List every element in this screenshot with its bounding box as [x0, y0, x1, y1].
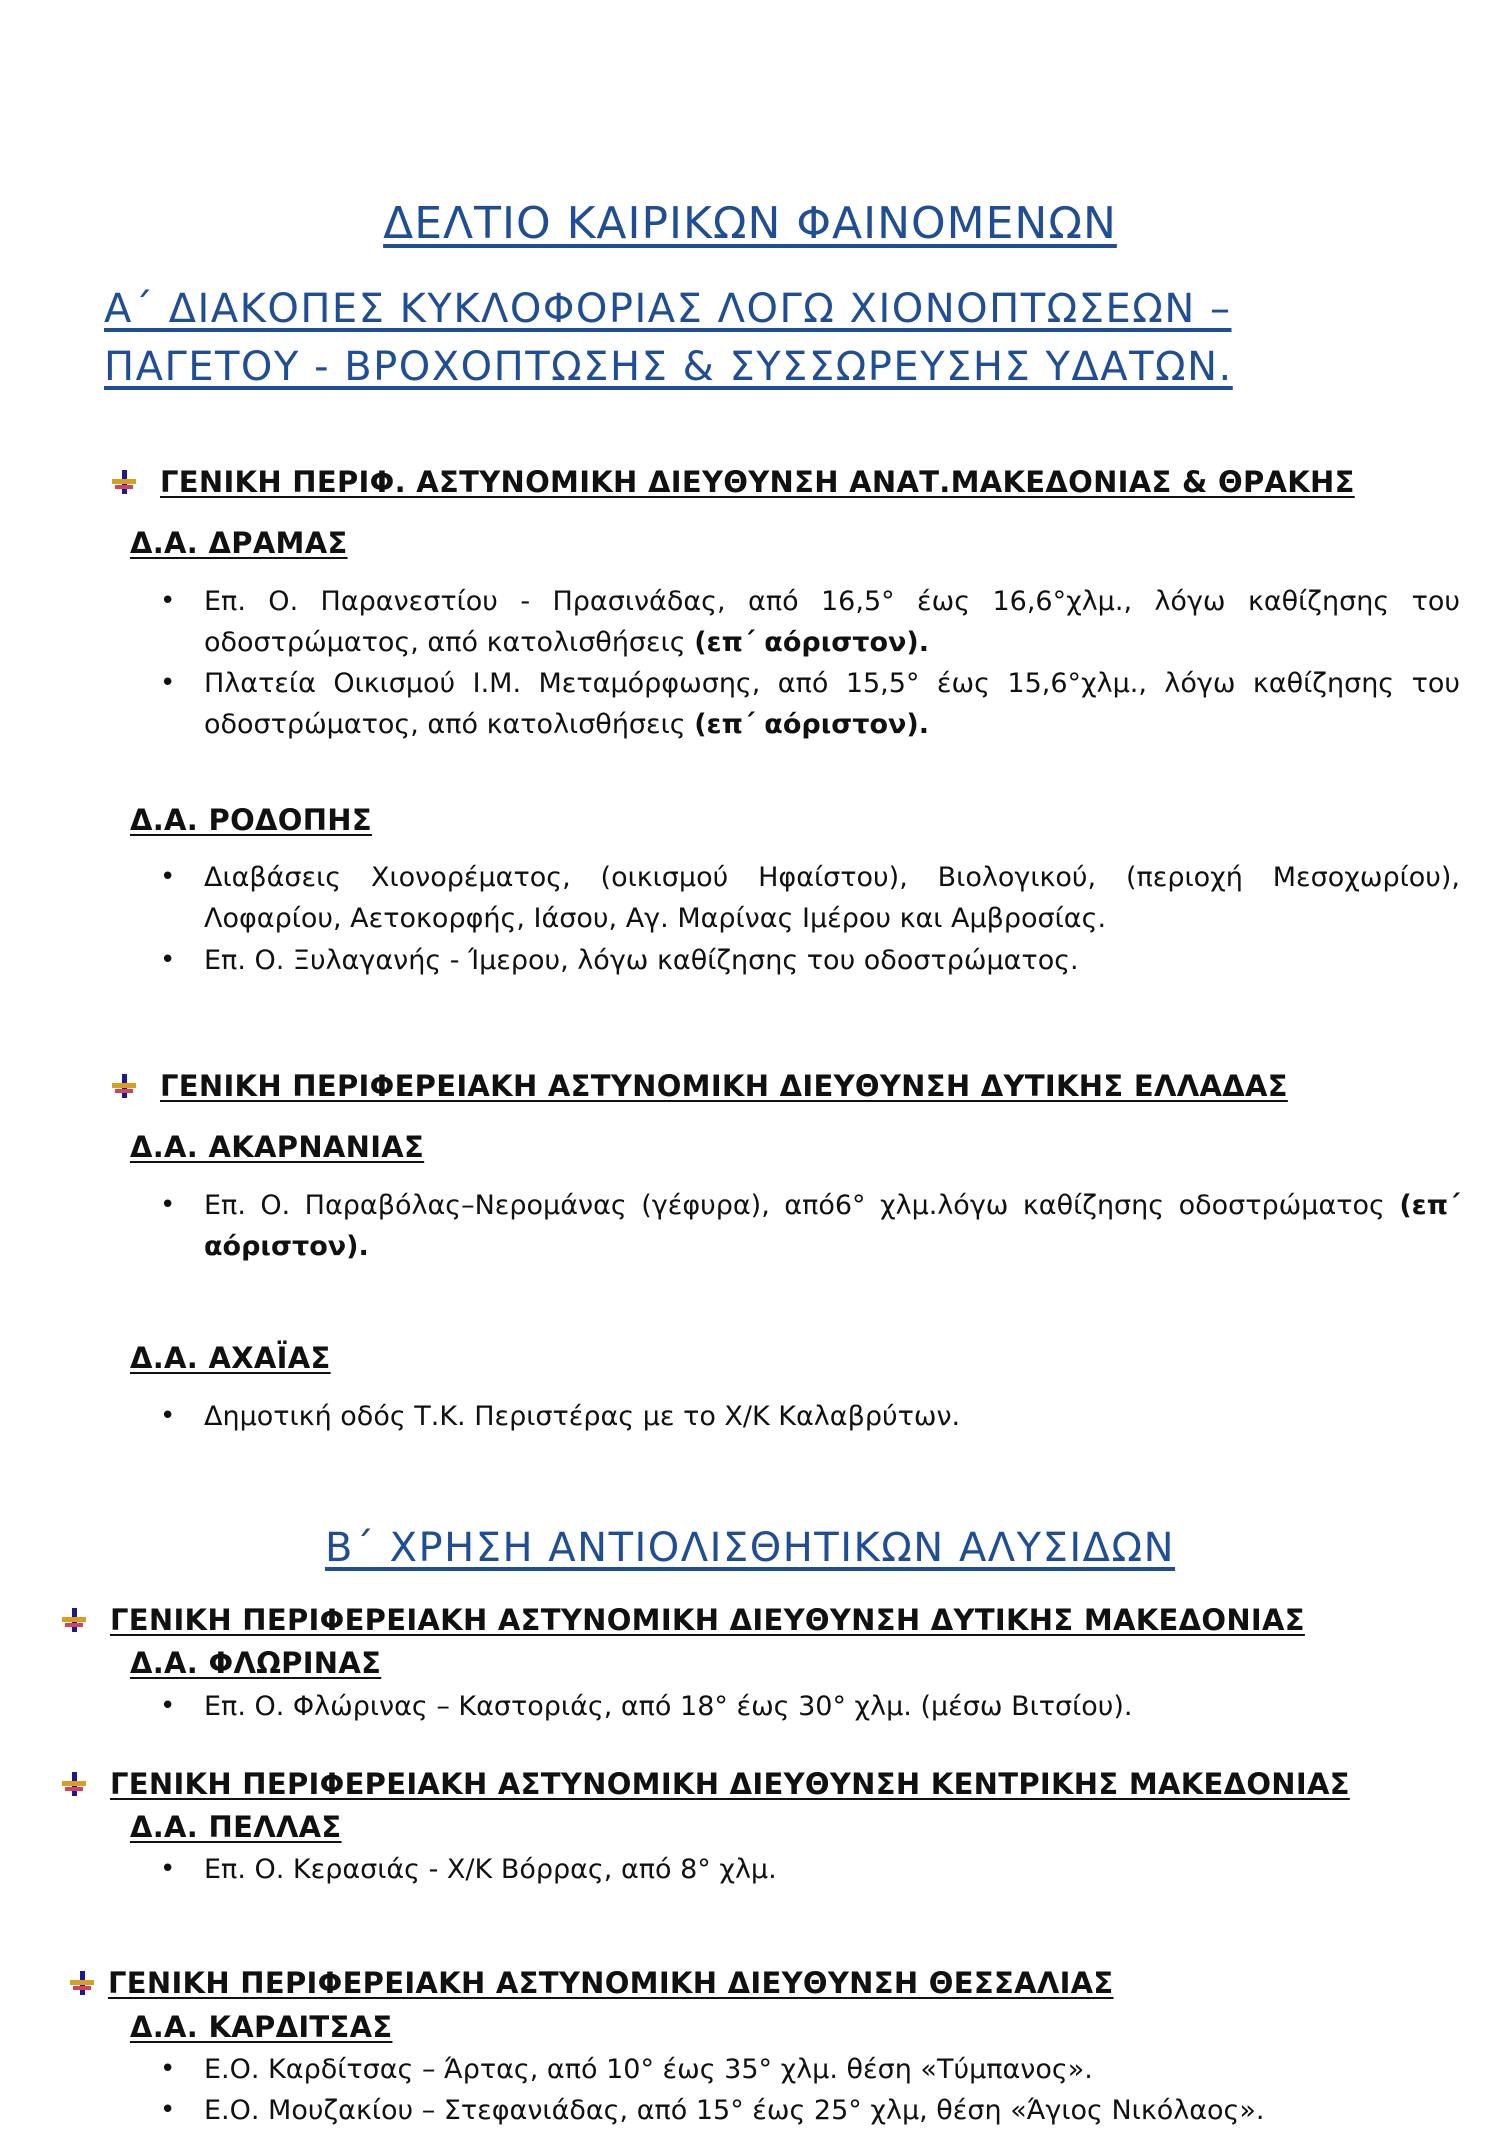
disc-bullet-icon: • [160, 862, 176, 892]
list-item: • Επ. Ο. Ξυλαγανής - Ίμερου, λόγω καθίζησης του οδοστρώματος. [204, 940, 1460, 981]
hq-heading: ΓΕΝΙΚΗ ΠΕΡΙΦΕΡΕΙΑΚΗ ΑΣΤΥΝΟΜΙΚΗ ΔΙΕΥΘΥΝΣΗ ΔΥΤΙΚΗΣ ΕΛΛΑΔΑΣ [160, 1069, 1288, 1103]
list-item: • Ε.Ο. Καρδίτσας – Άρτας, από 10° έως 35° χλμ. θέση «Τύμπανος». [204, 2049, 1460, 2090]
quad-arrow-bullet-icon [112, 470, 136, 494]
quad-arrow-bullet-icon [70, 1971, 94, 1995]
list-item: • Επ. Ο. Παρανεστίου - Πρασινάδας, από 16,5° έως 16,6°χλμ., λόγω καθίζησης του οδοστρώματος, από κατολισθήσεις (επ΄ αόριστον). [204, 581, 1460, 663]
disc-bullet-icon: • [160, 1401, 176, 1431]
disc-bullet-icon: • [160, 945, 176, 975]
quad-arrow-bullet-icon [62, 1772, 86, 1796]
da-heading: Δ.Α. ΑΚΑΡΝΑΝΙΑΣ [130, 1130, 425, 1164]
list-item: • Επ. Ο. Φλώρινας – Καστοριάς, από 18° έως 30° χλμ. (μέσω Βιτσίου). [204, 1686, 1460, 1727]
list-item: • Δημοτική οδός Τ.Κ. Περιστέρας με το Χ/Κ Καλαβρύτων. [204, 1396, 1460, 1437]
list-item: • Ε.Ο. Μουζακίου – Στεφανιάδας, από 15° έως 25° χλμ, θέση «Άγιος Νικόλαος». [204, 2090, 1460, 2131]
da-heading: Δ.Α. ΚΑΡΔΙΤΣΑΣ [130, 2010, 393, 2044]
hq-heading: ΓΕΝΙΚΗ ΠΕΡΙΦΕΡΕΙΑΚΗ ΑΣΤΥΝΟΜΙΚΗ ΔΙΕΥΘΥΝΣΗ ΔΥΤΙΚΗΣ ΜΑΚΕΔΟΝΙΑΣ [110, 1603, 1305, 1637]
disc-bullet-icon: • [160, 1854, 176, 1884]
hq-heading: ΓΕΝΙΚΗ ΠΕΡΙΦ. ΑΣΤΥΝΟΜΙΚΗ ΔΙΕΥΘΥΝΣΗ ΑΝΑΤ.ΜΑΚΕΔΟΝΙΑΣ & ΘΡΑΚΗΣ [160, 465, 1355, 499]
hq-heading: ΓΕΝΙΚΗ ΠΕΡΙΦΕΡΕΙΑΚΗ ΑΣΤΥΝΟΜΙΚΗ ΔΙΕΥΘΥΝΣΗ ΚΕΝΤΡΙΚΗΣ ΜΑΚΕΔΟΝΙΑΣ [110, 1767, 1350, 1801]
da-heading: Δ.Α. ΦΛΩΡΙΝΑΣ [130, 1646, 382, 1680]
list-item: • Πλατεία Οικισμού Ι.Μ. Μεταμόρφωσης, από 15,5° έως 15,6°χλμ., λόγω καθίζησης του οδοστρώματος, από κατολισθήσεις (επ΄ αόριστον). [204, 663, 1460, 745]
da-heading: Δ.Α. ΔΡΑΜΑΣ [130, 526, 348, 560]
hq-heading: ΓΕΝΙΚΗ ΠΕΡΙΦΕΡΕΙΑΚΗ ΑΣΤΥΝΟΜΙΚΗ ΔΙΕΥΘΥΝΣΗ ΘΕΣΣΑΛΙΑΣ [108, 1966, 1114, 2000]
disc-bullet-icon: • [160, 1691, 176, 1721]
disc-bullet-icon: • [160, 1190, 176, 1220]
quad-arrow-bullet-icon [62, 1608, 86, 1632]
section-b-title: Β΄ ΧΡΗΣΗ ΑΝΤΙΟΛΙΣΘΗΤΙΚΩΝ ΑΛΥΣΙΔΩΝ [324, 1525, 1176, 1571]
da-heading: Δ.Α. ΑΧΑΪΑΣ [130, 1341, 331, 1375]
document-title: ΔΕΛΤΙΟ ΚΑΙΡΙΚΩΝ ΦΑΙΝΟΜΕΝΩΝ [383, 198, 1117, 249]
disc-bullet-icon: • [160, 2095, 176, 2125]
list-item: • Διαβάσεις Χιονορέματος, (οικισμού Ηφαίστου), Βιολογικού, (περιοχή Μεσοχωρίου), Λοφαρίου, Αετοκορφής, Ιάσου, Αγ. Μαρίνας Ιμέρου και Αμβροσίας. [204, 857, 1460, 939]
list-item: • Επ. Ο. Παραβόλας–Νερομάνας (γέφυρα), από6° χλμ.λόγω καθίζησης οδοστρώματος (επ΄ αόριστον). [204, 1185, 1460, 1267]
quad-arrow-bullet-icon [112, 1074, 136, 1098]
list-item: • Επ. Ο. Κερασιάς - Χ/Κ Βόρρας, από 8° χλμ. [204, 1849, 1460, 1890]
section-a-title: Α΄ ΔΙΑΚΟΠΕΣ ΚΥΚΛΟΦΟΡΙΑΣ ΛΟΓΩ ΧΙΟΝΟΠΤΩΣΕΩΝ – ΠΑΓΕΤΟΥ - ΒΡΟΧΟΠΤΩΣΗΣ & ΣΥΣΣΩΡΕΥΣΗΣ ΥΔΑΤΩΝ. [104, 286, 1233, 390]
disc-bullet-icon: • [160, 668, 176, 698]
disc-bullet-icon: • [160, 2054, 176, 2084]
disc-bullet-icon: • [160, 586, 176, 616]
da-heading: Δ.Α. ΡΟΔΟΠΗΣ [130, 803, 372, 837]
da-heading: Δ.Α. ΠΕΛΛΑΣ [130, 1810, 342, 1844]
